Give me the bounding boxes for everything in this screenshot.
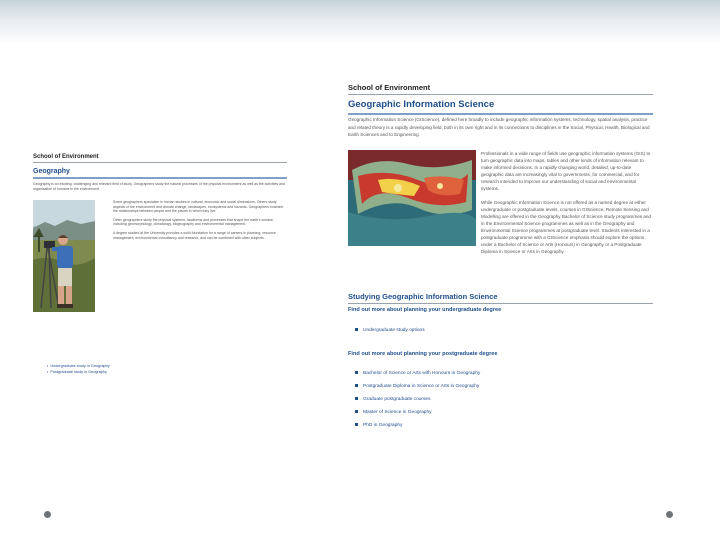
studying-gis-heading: Studying Geographic Information Science	[348, 292, 498, 301]
left-link-postgrad[interactable]	[47, 369, 110, 375]
bullet-icon: ▪	[47, 364, 49, 368]
slide-corner-dot	[666, 511, 673, 518]
right-column-text	[481, 150, 653, 261]
right-paragraph: While Geographic Information Science is not offered as a named degree at either undergraduate or postgraduate levels, courses in GIScience, Remote Sensing and Modelling are offered in the Geography Bachelor of Science study programmes and in the Environmental Science programmes as well as in the Geography and Environmental Science programmes at postgraduate level. Students interested in a postgraduate programme with a GIScience emphasis should explore the options under a Bachelor of Science or Arts (Honours) in Geography or a Postgraduate Diploma in Science or Arts in Geography.	[481, 199, 651, 255]
left-school-header: School of Environment	[33, 154, 99, 160]
left-intro-text: Geography is an exciting, challenging and relevant field of study. Geographers study the natural processes of the physical environment as well as the activities and organisation of humans in the environment.	[33, 182, 285, 191]
gis-page-clipping	[343, 80, 657, 430]
bullet-icon	[355, 410, 358, 413]
bullet-icon	[355, 328, 358, 331]
postgrad-link[interactable]	[355, 393, 480, 406]
link-label: Master of Science in Geography	[363, 410, 432, 415]
postgrad-heading: Find out more about planning your postgraduate degree	[348, 351, 498, 357]
postgrad-link[interactable]	[355, 406, 480, 419]
bullet-icon: ▪	[47, 370, 49, 374]
slide-top-gradient	[0, 0, 720, 44]
left-header-rule	[33, 162, 287, 163]
right-title-rule	[348, 113, 653, 115]
postgrad-link[interactable]	[355, 419, 480, 432]
left-title-rule	[33, 177, 287, 179]
left-link-label: Postgraduate study in Geography	[50, 370, 107, 374]
undergrad-heading: Find out more about planning your undergraduate degree	[348, 307, 502, 313]
right-section-rule	[348, 303, 653, 304]
link-label: Undergraduate study options	[363, 328, 425, 333]
link-label: Bachelor of Science or Arts with Honours in Geography	[363, 371, 481, 376]
surveyor-photo	[33, 200, 95, 312]
left-link-label: Undergraduate study in Geography	[50, 364, 110, 368]
left-paragraph: Other geographers study the physical systems, landforms and processes that shape the earth's surface, including geomorphology, climatology, biogeography and environmental management.	[113, 217, 274, 227]
undergrad-links	[355, 324, 425, 337]
right-paragraph: Professionals in a wide range of fields use geographic information systems (GIS) to turn geographic data into maps, tables and other kinds of information relevant to make informed decisions. In a rapidly changing world, detailed, up-to-date geographic data are increasingly vital to governments, for commercial, and for research intended to improve our understanding of social and environmental systems.	[481, 151, 651, 192]
left-links-list	[47, 363, 110, 375]
bullet-icon	[355, 371, 358, 374]
link-label: PhD in Geography	[363, 423, 403, 428]
left-paragraph: Some geographers specialise in human studies in cultural, economic and social dimensions. Others study aspects of the environment and climate change, landscapes, ecosystems and hazards. Geographers examine the relationships between people and the places in which they live.	[113, 200, 284, 214]
postgrad-links	[355, 367, 480, 432]
link-label: Postgraduate Diploma in Science or Arts in Geography	[363, 384, 480, 389]
bullet-icon	[355, 384, 358, 387]
link-label: Graduate postgraduate courses	[363, 397, 431, 402]
left-page-title: Geography	[33, 168, 70, 175]
slide-corner-dot	[44, 511, 51, 518]
postgrad-link[interactable]	[355, 367, 480, 380]
left-body-text	[113, 200, 287, 244]
bullet-icon	[355, 423, 358, 426]
bullet-icon	[355, 397, 358, 400]
right-header-rule	[348, 94, 653, 95]
postgrad-link[interactable]	[355, 380, 480, 393]
geography-page-clipping	[33, 153, 287, 383]
right-page-title: Geographic Information Science	[348, 99, 495, 110]
right-intro-text: Geographic Information Science (GIScience), defined here broadly to include geographic information systems, technology, spatial analysis, practice and related theory is a rapidly developing field, both in its own right and in its connections to disciplines in the Social, Physical, Health, Biological and Earth Sciences and to Engineering.	[348, 117, 650, 137]
undergrad-link[interactable]	[355, 324, 425, 337]
left-paragraph: A degree studied at the University provides a solid foundation for a range of careers in planning, resource management, environmental consultancy and research, and can be combined with other subjects.	[113, 230, 276, 240]
right-school-header: School of Environment	[348, 83, 431, 92]
